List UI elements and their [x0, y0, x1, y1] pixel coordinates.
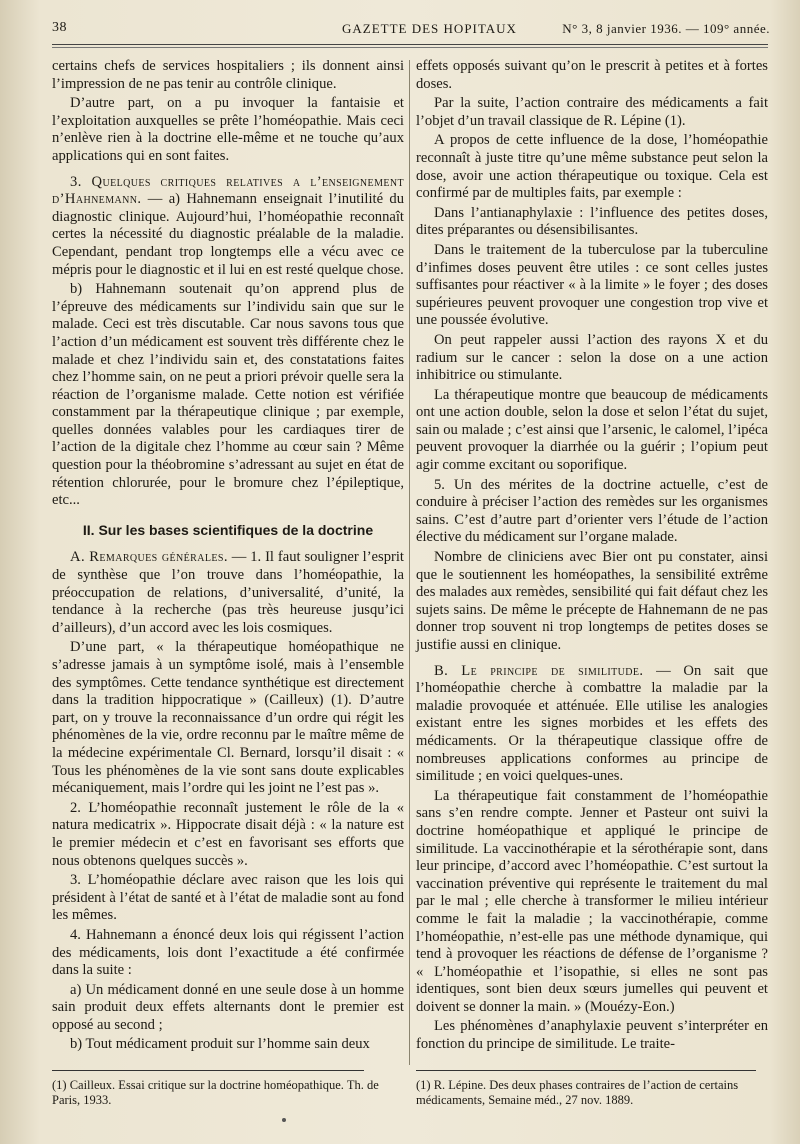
journal-title: GAZETTE DES HOPITAUX: [342, 21, 517, 36]
subsection-heading: A. Remarques générales.: [70, 549, 228, 566]
paragraph: Les phénomènes d’anaphylaxie peuvent s’interpréter en fonction du principe de similitude. Le traite-: [416, 1018, 768, 1053]
print-mark: [282, 1118, 286, 1122]
paragraph: On peut rappeler aussi l’action des rayons X et du radium sur le cancer : selon la dose on a une action inhibitrice ou stimulante.: [416, 331, 768, 384]
paragraph: Dans l’antianaphylaxie : l’influence des petites doses, dites préparantes ou désensibilisantes.: [416, 204, 768, 239]
paragraph: a) Un médicament donné en une seule dose à un homme sain produit deux effets alternants dont le premier est opposé au second ;: [52, 981, 404, 1033]
header-rule-secondary: [52, 47, 768, 48]
left-column: [52, 58, 404, 1054]
paragraph: A propos de cette influence de la dose, l’homéopathie reconnaît à juste titre qu’une même substance peut selon la dose, avoir une action thérapeutique ou toxique. Cela est confirmé par de multiples faits, par exemple :: [416, 132, 768, 202]
paragraph-text: — 1. Il faut souligner l’esprit de synthèse que l’on trouve dans l’homéopathie, la préoccupation de relations, d’universalité, d’unité, la tendance à la recherche (pas très heureuse jusqu’ici d’ailleurs), d’un accord avec les lois cosmiques.: [52, 549, 404, 636]
subsection-heading: B. Le principe de similitude.: [434, 662, 644, 679]
header-rule: [52, 44, 768, 45]
issue-date: N° 3, 8 janvier 1936. — 109° année.: [562, 21, 770, 36]
subsection-heading: 3. Quelques critiques relatives a l’enseignement d’Hahnemann.: [52, 173, 404, 208]
paragraph: [52, 174, 404, 280]
paragraph: 2. L’homéopathie reconnaît justement le rôle de la « natura medicatrix ». Hippocrate disait déjà : « la nature est le premier médecin et c’est en favorisant ses efforts que nous obtenons quelques succès ».: [52, 799, 404, 869]
paragraph: 3. L’homéopathie déclare avec raison que les lois qui président à l’état de santé et à l’état de maladie sont au fond les mêmes.: [52, 872, 404, 924]
footnote-rule: [52, 1070, 364, 1071]
paragraph: Nombre de cliniciens avec Bier ont pu constater, ainsi que le soutiennent les homéopathes, la sensibilité extrême des malades aux remèdes, sensibilité qui fait défaut chez les sujets sains. De même le précepte de Hahnemann de ne pas donner trop souvent ni trop longtemps de petites doses se justifie aussi en clinique.: [416, 549, 768, 653]
paragraph: D’autre part, on a pu invoquer la fantaisie et l’exploitation auxquelles se prête l’homéopathie. Mais ceci n’enlève rien à la doctrine elle-même et ne touche qu’aux applications qui en sont faites.: [52, 95, 404, 164]
paragraph: La thérapeutique fait constamment de l’homéopathie sans s’en rendre compte. Jenner et Pasteur ont suivi la doctrine homéopathique et appliqué le principe de similitude. La vaccinothérapie et la sérothérapie sont, dans leur principe, d’accord avec l’homéopathie. C’est surtout la vaccination préventive qui représente le traitement du mal par le mal ; elle cherche à transformer le milieu intérieur comme le fait la maladie ; la vaccinothérapie, comme l’homéopathie, n’est-elle pas une méthode dynamique, qui tend à provoquer les réactions de défense de l’organisme ? « L’homéopathie et l’isopathie, si elles ne sont pas identiques, sont bien deux sœurs jumelles qui peuvent et doivent se donner la main. » (Mouézy-Eon.): [416, 787, 768, 1015]
footnote-rule: [416, 1070, 756, 1071]
paragraph-text: — On sait que l’homéopathie cherche à combattre la maladie par la maladie provoquée et atténuée. Elle utilise les analogies existant entre les signes morbides et les effets des médicaments. Or la thérapeutique classique offre de nombreuses applications conformes au principe de similitude ; en voici quelques-unes.: [416, 662, 768, 785]
paragraph: certains chefs de services hospitaliers ; ils donnent ainsi l’impression de ne pas tenir au contrôle clinique.: [52, 58, 404, 92]
paragraph: [52, 549, 404, 637]
paragraph: 5. Un des mérites de la doctrine actuelle, c’est de conduire à préciser l’action des remèdes sur les organismes sains. C’est d’autre part d’orienter vers l’étude de l’action élective du médicament sur l’organe malade.: [416, 476, 768, 546]
paragraph: b) Tout médicament produit sur l’homme sain deux: [70, 1036, 370, 1053]
page-number: 38: [52, 20, 67, 35]
paragraph: effets opposés suivant qu’on le prescrit à petites et à fortes doses.: [416, 58, 768, 92]
footnote: (1) R. Lépine. Des deux phases contraires de l’action de certains médicaments, Semaine méd., 27 nov. 1889.: [416, 1078, 739, 1107]
section-title: II. Sur les bases scientifiques de la doctrine: [82, 521, 374, 538]
right-column: [416, 58, 768, 1054]
paragraph: Par la suite, l’action contraire des médicaments a fait l’objet d’un travail classique de R. Lépine (1).: [416, 95, 768, 129]
paragraph: D’une part, « la thérapeutique homéopathique ne s’adresse jamais à un symptôme isolé, mais à l’ensemble des symptômes. Cette tendance synthétique est directement dans la tradition hippocratique » (Cailleux) (1). D’autre part, on y trouve la reconnaissance d’un ordre qui régit les phénomènes de la vie, ordre reconnu par le maître même de la médecine expérimentale Cl. Bernard, lorsqu’il disait : « Tous les phénomènes de la vie sont sans doute explicables mécaniquement, mais l’ordre qui les joint ne l’est pas ».: [52, 639, 404, 797]
paragraph: 4. Hahnemann a énoncé deux lois qui régissent l’action des médicaments, lois dont l’exactitude a été confirmée dans la suite :: [52, 926, 404, 979]
paragraph: La thérapeutique montre que beaucoup de médicaments ont une action double, selon la dose et selon l’état du sujet, sain ou malade ; c’est ainsi que l’arsenic, le calomel, l’ipéca peuvent provoquer la diarrhée ou la guérir ; l’opium peut agir comme excitant ou soporifique.: [416, 386, 768, 474]
paragraph: [416, 663, 768, 786]
paragraph: Dans le traitement de la tuberculose par la tuberculine d’infimes doses peuvent être utiles : ce sont celles justes suffisantes pour réactiver « à la limite » le foyer ; des doses supérieures peuvent provoquer une congestion trop vive et une poussée évolutive.: [416, 241, 768, 329]
paragraph-text: — a) Hahnemann enseignait l’inutilité du diagnostic clinique. Aujourd’hui, l’homéopathie reconnaît certes la nécessité du diagnostic préalable de la maladie. Cependant, pendant trop longtemps elle a vécu avec ce mépris pour le diagnostic et il lui en est resté quelque chose.: [52, 191, 404, 278]
running-head: [52, 18, 770, 40]
footnote: (1) Cailleux. Essai critique sur la doctrine homéopathique. Th. de Paris, 1933.: [52, 1078, 379, 1107]
paragraph: b) Hahnemann soutenait qu’on apprend plus de l’épreuve des médicaments sur l’individu sain que sur le malade. Ceci est très discutable. Car nous savons tous que l’action d’un médicament est souvent très différente chez le malade et chez l’individu sain et, des constatations faites chez l’homme sain, on ne peut a priori prévoir quelle sera la réaction de l’organisme malade. Cette notion est vérifiée constamment par la thérapeutique clinique ; par exemple, quelles données valables pour les cardiaques tirer de l’action de la digitale chez l’homme au cœur sain ? Même question pour la théobromine s’adressant au sujet en état de rétention chlorurée, pour le bromure chez l’épileptique, etc...: [52, 281, 404, 509]
column-divider: [409, 60, 410, 1065]
